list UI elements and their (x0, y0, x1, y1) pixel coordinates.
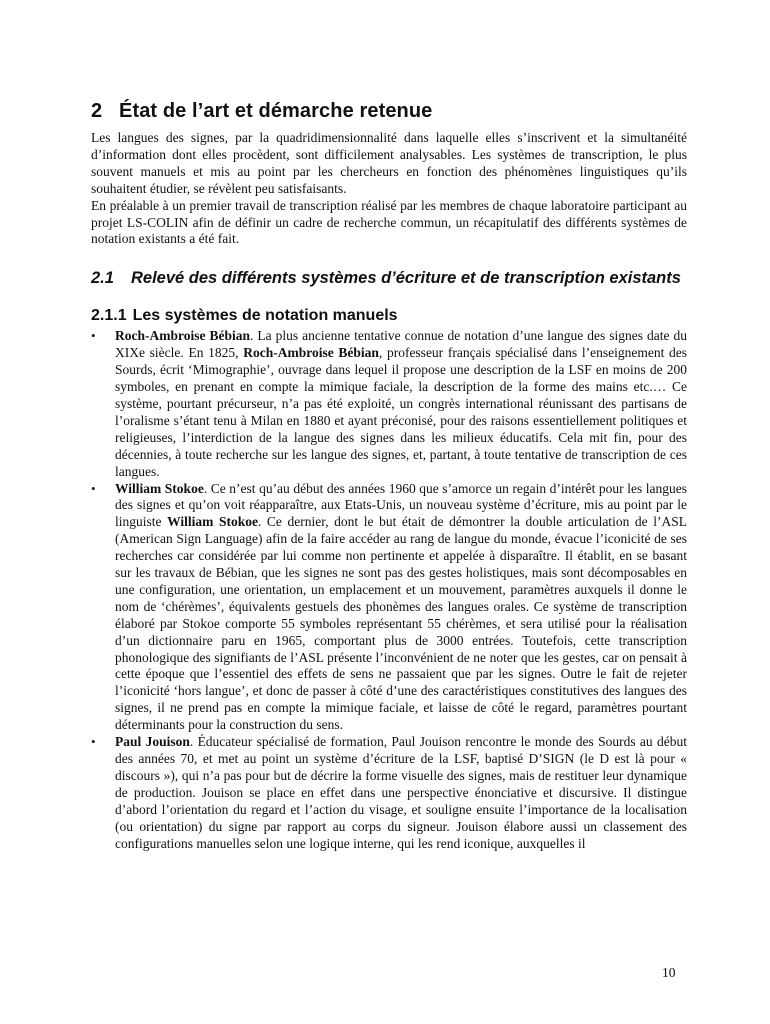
intro-paragraph-2: En préalable à un premier travail de transcription réalisé par les membres de chaque laboratoire participant au projet LS-COLIN afin de définir un cadre de recherche commun, un récapitulatif des différents systèmes de notation existants a été fait. (91, 197, 687, 247)
intro-paragraph-1: Les langues des signes, par la quadridimensionnalité dans laquelle elles s’inscrivent et la simultanéité d’information dont elles procèdent, sont difficilement analysables. Les systèmes de transcription, le plus souvent manuels et mis au point par les chercheurs en fonction des phénomènes linguistiques qu’ils souhaitent étudier, se révèlent peu satisfaisants. (91, 130, 687, 196)
list-item-text: , professeur français spécialisé dans l’enseignement des Sourds, écrit ‘Mimographie’, ouvrage dans lequel il propose une description de la LSF en moins de 200 symboles, en prenant en compte la mimique faciale, la description de la forme des mains etc.… Ce système, pourtant précurseur, n’a pas été exploité, un congrès international réunissant des partisans de l’oralisme s’étant tenu à Milan en 1880 et ayant préconisé, pour des raisons essentiellement politiques et religieuses, l’interdiction de la langue des signes dans les milieux éducatifs. Cela mit fin, pour des décennies, à toute recherche sur les langue des signes, et, partant, à toute tentative de transcription de ces langues. (115, 345, 687, 479)
list-item (91, 481, 687, 735)
subsection-title: Relevé des différents systèmes d’écriture et de transcription existants (131, 269, 681, 288)
section-number: 2 (91, 100, 103, 122)
person-name: Roch-Ambroise Bébian (243, 345, 379, 361)
person-name: William Stokoe (167, 514, 258, 530)
section-heading (91, 98, 687, 124)
list-item-text: . Ce n’est qu’au début des années 1960 que s’amorce un regain d’intérêt pour les langues des signes et qu’on voit réapparaître, aux Etats-Unis, un nouveau système d’écriture, mis au point par le linguiste (115, 480, 687, 530)
person-name: William Stokoe (115, 480, 204, 496)
bullet-icon: • (91, 734, 96, 750)
bullet-icon: • (91, 328, 96, 344)
person-name: Paul Jouison (115, 734, 190, 750)
section-title: État de l’art et démarche retenue (119, 100, 433, 122)
subsubsection-number: 2.1.1 (91, 307, 127, 325)
list-item-text: . La plus ancienne tentative connue de notation d’une langue des signes date du XIXe siècle. En 1825, (115, 328, 687, 361)
list-item-text: . Ce dernier, dont le but était de démontrer la double articulation de l’ASL (American Sign Language) afin de la faire accéder au rang de langue du monde, évacue l’iconicité de ses recherches car considérée par lui comme non pertinente et appelée à disparaître. Il établit, en se basant sur les travaux de Bébian, que les signes ne sont pas des gestes holistiques, mais sont décomposables en une configuration, une orientation, un emplacement et un mouvement, paramètres auxquels il donne le nom de ‘chérèmes’, équivalents gestuels des phonèmes des langues orales. Ce système de transcription élaboré par Stokoe comporte 55 symboles représentant 55 chérèmes, et sera utilisé pour la réalisation d’un dictionnaire paru en 1965, comportant plus de 3000 entrées. Toutefois, cette transcription phonologique des signifiants de l’ASL présente l’inconvénient de ne noter que les gestes, car on pensait à cette époque que l’essentiel des effets de sens ne passaient que par les signes. Outre le fait de rejeter l’iconicité ‘hors langue’, et donc de passer à côté d’une des caractéristiques constitutives des langues des signes, il ne prend pas en compte la mimique faciale, et laisse de côté le regard, paramètres pourtant déterminants pour la construction du sens. (115, 514, 687, 733)
list-item (91, 734, 687, 852)
notation-systems-list (91, 328, 687, 852)
subsection-number: 2.1 (91, 269, 114, 288)
person-name: Roch-Ambroise Bébian (115, 328, 251, 344)
bullet-icon: • (91, 480, 96, 496)
subsection-heading (91, 268, 687, 289)
list-item (91, 328, 687, 480)
subsubsection-heading (91, 305, 687, 326)
page-number: 10 (662, 965, 676, 980)
page-content (91, 98, 687, 852)
list-item-text: . Éducateur spécialisé de formation, Paul Jouison rencontre le monde des Sourds au début des années 70, et met au point un système d’écriture de la LSF, baptisé D’SIGN (le D est là pour « discours »), qui n’a pas pour but de décrire la forme visuelle des signes, mais de restituer leur dynamique de production. Jouison se place en effet dans une perspective énonciative et discursive. Il distingue d’abord l’orientation du regard et l’action du visage, et souligne ensuite l’importance de la localisation (ou orientation) du signe par rapport au corps du signeur. Jouison élabore aussi un classement des configurations manuelles selon une logique interne, qui les rend iconique, auxquelles il (115, 734, 687, 851)
subsubsection-title: Les systèmes de notation manuels (132, 307, 398, 325)
